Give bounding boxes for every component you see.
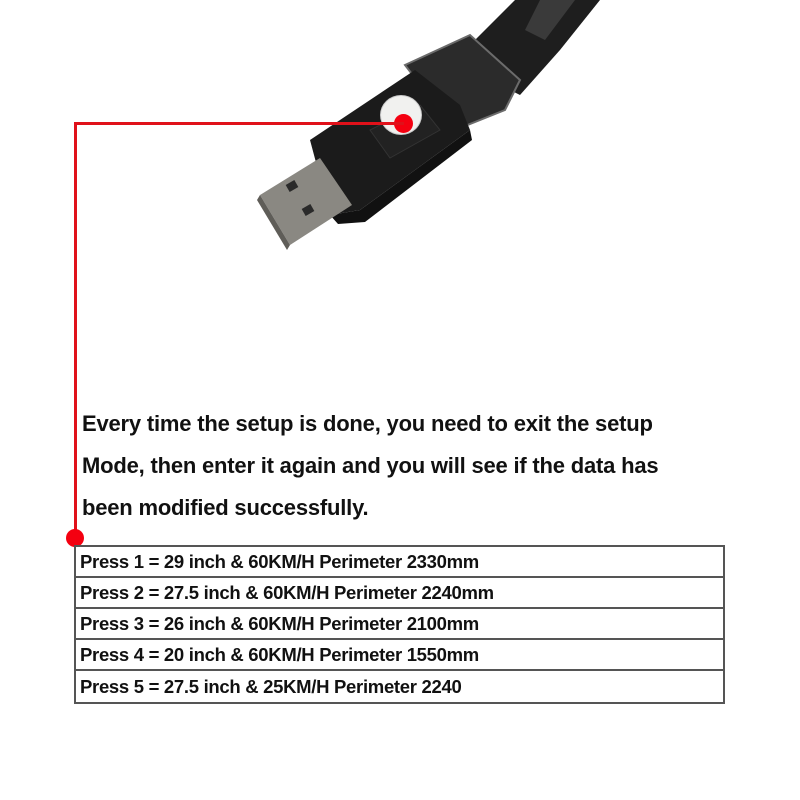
usb-cable-photo [0, 0, 800, 300]
table-row: Press 3 = 26 inch & 60KM/H Perimeter 2100mm [76, 609, 723, 640]
callout-line-horizontal [74, 122, 404, 125]
usb-plug-icon [0, 0, 800, 300]
table-row: Press 1 = 29 inch & 60KM/H Perimeter 2330mm [76, 547, 723, 578]
instruction-line: Every time the setup is done, you need to exit the setup [82, 411, 653, 436]
instruction-line: Mode, then enter it again and you will see if the data has [82, 453, 659, 478]
table-row: Press 2 = 27.5 inch & 60KM/H Perimeter 2240mm [76, 578, 723, 609]
table-row: Press 5 = 27.5 inch & 25KM/H Perimeter 2240 [80, 675, 462, 697]
wheel-settings-table [74, 545, 725, 704]
table-row: Press 4 = 20 inch & 60KM/H Perimeter 1550mm [76, 640, 723, 671]
setup-instructions [82, 403, 762, 529]
callout-line-vertical [74, 122, 77, 538]
instruction-line: been modified successfully. [82, 495, 369, 520]
